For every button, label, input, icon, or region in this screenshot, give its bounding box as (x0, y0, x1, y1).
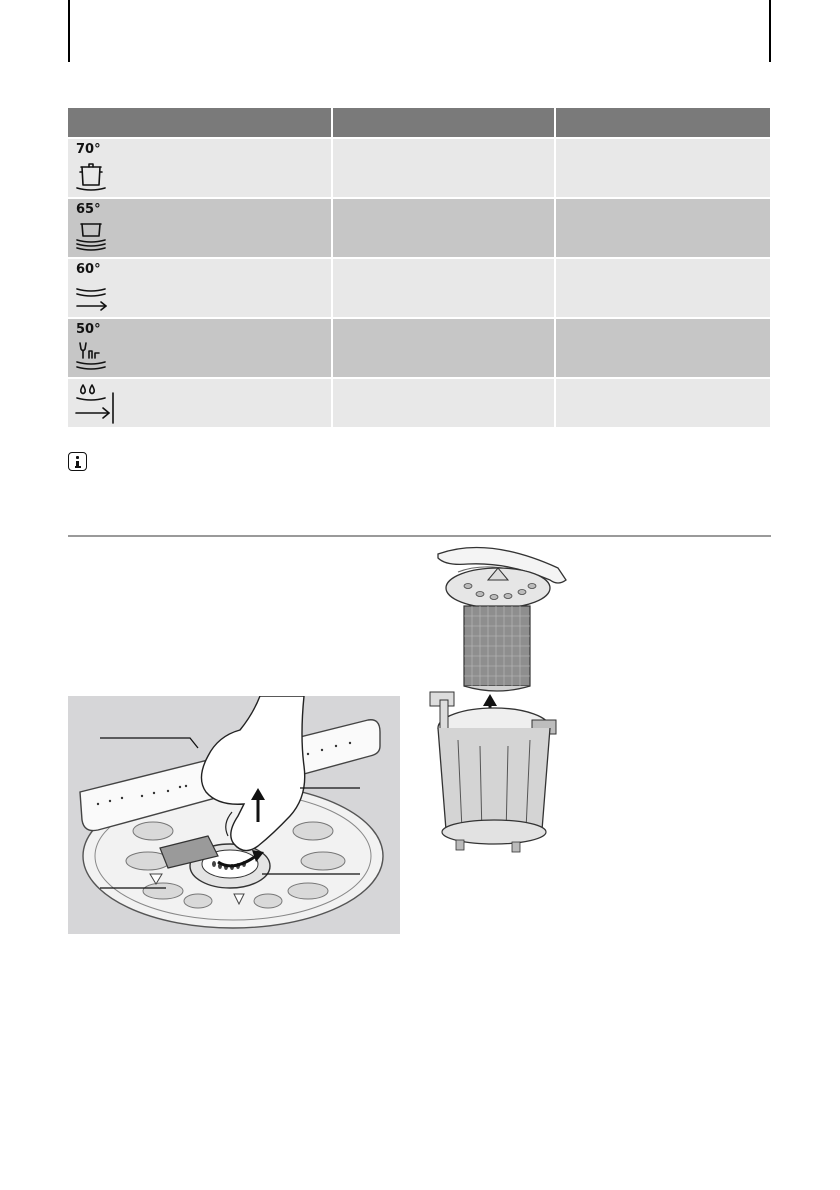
table-header-cell (333, 108, 554, 137)
rinse-hold-icon (72, 383, 120, 425)
table-cell (556, 139, 770, 197)
filter-assembly-illustration (428, 540, 573, 860)
programme-cell (68, 319, 331, 377)
programme-cell (68, 259, 331, 317)
table-header-cell (68, 108, 331, 137)
programme-cell (68, 139, 331, 197)
table-cell (333, 379, 554, 427)
filter-removal-illustration (68, 696, 400, 934)
table-header (68, 108, 770, 137)
table-row (68, 139, 770, 197)
table-cell (556, 199, 770, 257)
table-row (68, 259, 770, 317)
table-row (68, 319, 770, 377)
programme-cell (68, 379, 331, 427)
programme-cell (68, 199, 331, 257)
table-cell (556, 319, 770, 377)
table-header-cell (556, 108, 770, 137)
table-cell (333, 199, 554, 257)
programme-table (68, 108, 770, 427)
section-divider (68, 535, 771, 537)
table-cell (333, 259, 554, 317)
table-row (68, 379, 770, 427)
stacked-dishes-icon (72, 221, 112, 255)
temperature-label: 65° (76, 202, 101, 217)
table-cell (333, 319, 554, 377)
temperature-label: 60° (76, 262, 101, 277)
temperature-label: 70° (76, 142, 101, 157)
table-cell (556, 259, 770, 317)
eco-arrow-icon (72, 281, 112, 315)
info-icon (68, 452, 87, 471)
crop-mark-left (68, 0, 70, 62)
pot-icon (72, 161, 112, 195)
table-row (68, 199, 770, 257)
temperature-label: 50° (76, 322, 101, 337)
table-cell (333, 139, 554, 197)
glass-dishes-icon (72, 341, 112, 375)
table-cell (556, 379, 770, 427)
crop-mark-right (769, 0, 771, 62)
